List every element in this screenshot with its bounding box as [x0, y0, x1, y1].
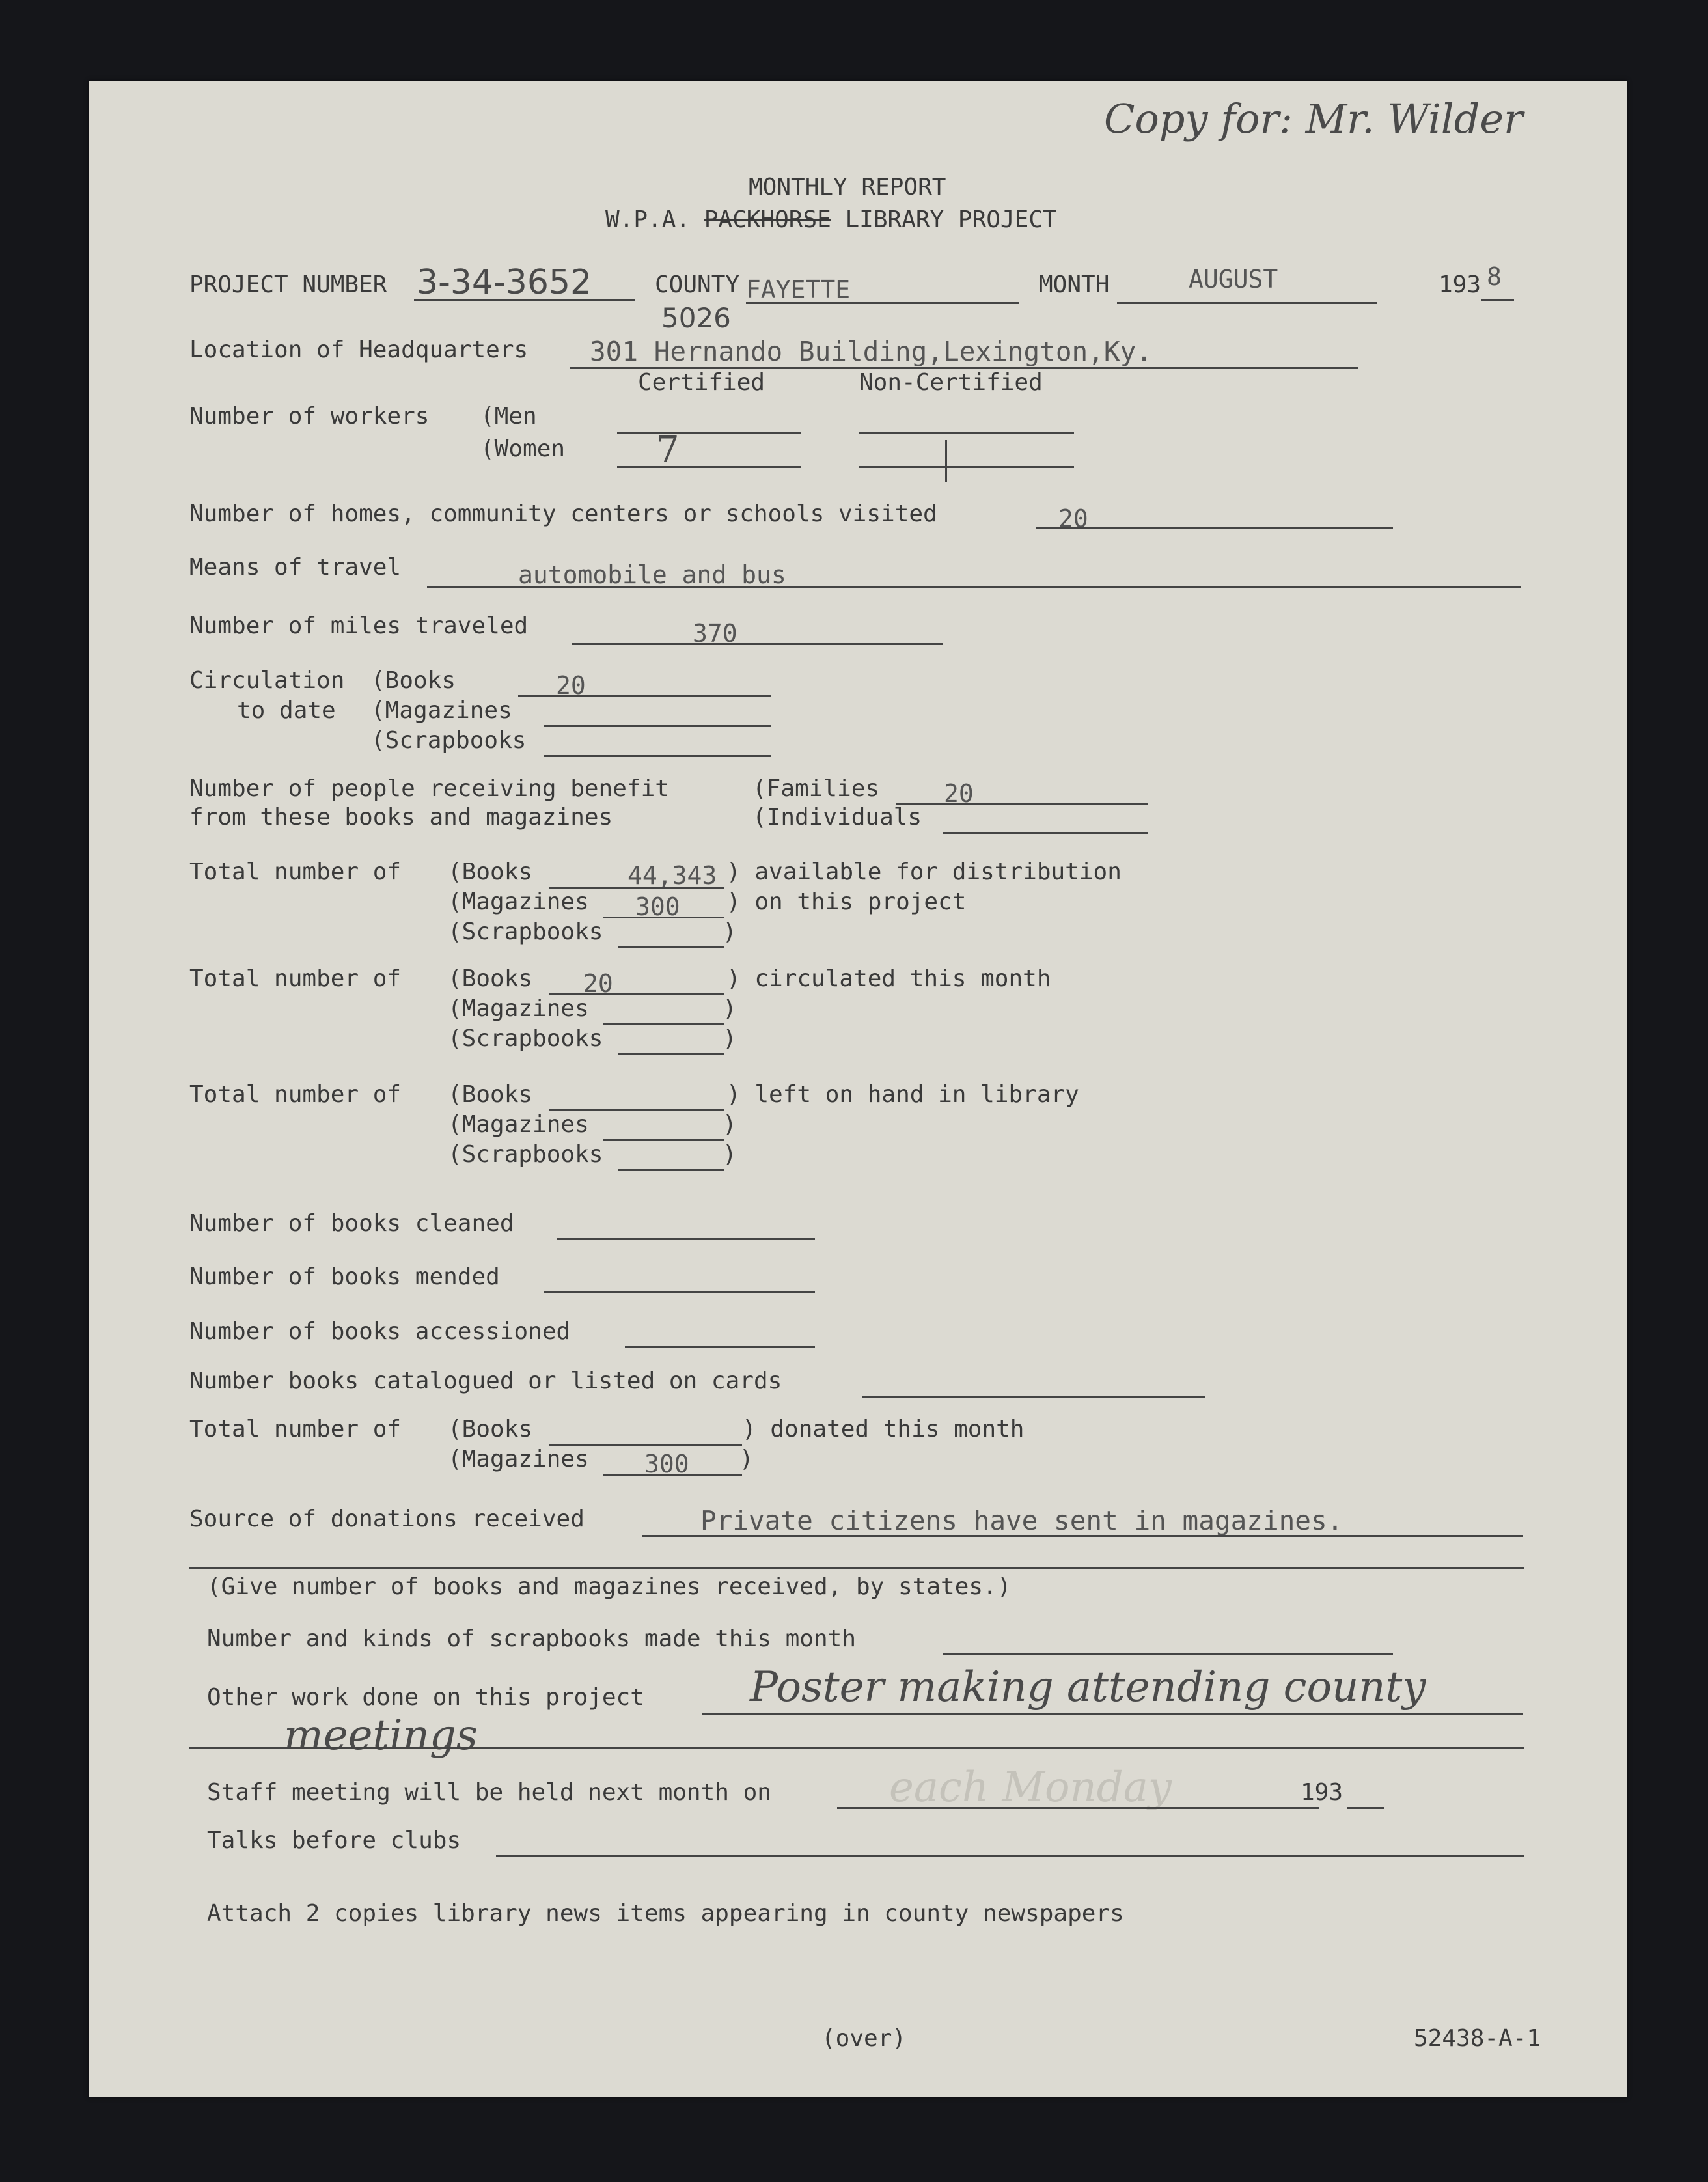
project-number-label: PROJECT NUMBER	[189, 271, 387, 298]
circulated-magazines-line	[603, 1023, 724, 1025]
other-work-label: Other work done on this project	[207, 1684, 644, 1711]
noncertified-header: Non-Certified	[859, 369, 1043, 396]
circulation-books-value: 20	[556, 671, 586, 700]
circulation-scrapbooks-label: (Scrapbooks	[371, 727, 527, 754]
miles-label: Number of miles traveled	[189, 613, 529, 639]
noncertified-tick-mark	[945, 440, 947, 482]
project-number-value: 3-34-3652	[417, 263, 592, 302]
subtitle-struck-word: PACKHORSE	[704, 206, 831, 233]
circulation-magazines-line	[544, 725, 771, 727]
circulation-books-label: (Books	[371, 667, 456, 694]
workers-women-label: (Women	[480, 435, 566, 462]
available-magazines-line	[603, 917, 724, 918]
travel-line	[427, 586, 1521, 588]
women-certified-value: 7	[656, 429, 680, 471]
donations-note: (Give number of books and magazines received, by states.)	[207, 1573, 1012, 1600]
available-scrapbooks-line	[618, 946, 724, 948]
county-label: COUNTY	[655, 271, 740, 298]
month-label: MONTH	[1039, 271, 1110, 298]
circulated-scrapbooks-label: (Scrapbooks	[448, 1025, 603, 1052]
circulation-books-line	[518, 695, 771, 697]
donated-magazines-paren: )	[739, 1446, 754, 1472]
certified-header: Certified	[638, 369, 765, 396]
on-hand-magazines-line	[603, 1139, 724, 1141]
circulated-scrapbooks-paren: )	[723, 1025, 737, 1052]
visits-line	[1036, 527, 1393, 529]
staff-meeting-year: 193	[1301, 1779, 1343, 1806]
books-cleaned-label: Number of books cleaned	[189, 1210, 514, 1237]
miles-line	[572, 643, 943, 645]
form-number: 52438-A-1	[1414, 2025, 1541, 2052]
year-prefix: 193	[1439, 271, 1481, 298]
project-number-sub: 5026	[661, 302, 731, 334]
on-hand-books-label: (Books	[448, 1081, 533, 1108]
available-books-label: (Books	[448, 859, 533, 885]
donated-magazines-label: (Magazines	[448, 1446, 589, 1472]
month-line	[1117, 302, 1377, 304]
donations-source-line-2	[189, 1567, 1524, 1569]
on-hand-suffix: ) left on hand in library	[726, 1081, 1079, 1108]
books-catalogued-label: Number books catalogued or listed on cards	[189, 1368, 782, 1394]
on-hand-scrapbooks-line	[618, 1169, 724, 1171]
men-certified-line	[617, 432, 801, 434]
available-books-value: 44,343	[627, 861, 717, 890]
books-cleaned-line	[557, 1238, 815, 1240]
other-work-value-2: meetings	[284, 1711, 478, 1760]
available-scrapbooks-paren: )	[723, 918, 737, 945]
visits-label: Number of homes, community centers or schools visited	[189, 501, 937, 527]
copy-for-annotation: Copy for: Mr. Wilder	[1104, 95, 1523, 143]
county-value: FAYETTE	[746, 275, 851, 304]
circulation-magazines-label: (Magazines	[371, 697, 512, 724]
men-noncertified-line	[859, 432, 1074, 434]
donations-source-line	[642, 1535, 1523, 1537]
donated-label: Total number of	[189, 1416, 402, 1443]
benefit-label: Number of people receiving benefit	[189, 775, 669, 802]
books-mended-label: Number of books mended	[189, 1264, 500, 1290]
other-work-line-2	[189, 1747, 1524, 1749]
available-suffix-2: ) on this project	[726, 889, 967, 915]
scrapbooks-made-line	[943, 1653, 1393, 1655]
books-catalogued-line	[862, 1396, 1205, 1398]
report-sheet	[89, 81, 1627, 2097]
families-label: (Families	[752, 775, 880, 802]
visits-value: 20	[1058, 504, 1088, 533]
on-hand-magazines-paren: )	[723, 1111, 737, 1138]
on-hand-scrapbooks-paren: )	[723, 1141, 737, 1168]
women-certified-line	[617, 466, 801, 468]
subtitle-suffix: LIBRARY PROJECT	[845, 206, 1057, 233]
donations-source-value: Private citizens have sent in magazines.	[700, 1505, 1343, 1536]
report-subtitle	[605, 208, 1057, 232]
women-noncertified-line	[859, 466, 1074, 468]
donated-magazines-line	[603, 1474, 742, 1476]
attach-note: Attach 2 copies library news items appearing in county newspapers	[207, 1900, 1124, 1927]
year-line	[1481, 299, 1514, 301]
available-magazines-value: 300	[635, 892, 680, 921]
staff-meeting-year-line	[1347, 1807, 1384, 1809]
staff-meeting-line	[837, 1807, 1319, 1809]
on-hand-label: Total number of	[189, 1081, 402, 1108]
circulated-magazines-label: (Magazines	[448, 995, 589, 1022]
books-mended-line	[544, 1291, 815, 1293]
on-hand-scrapbooks-label: (Scrapbooks	[448, 1141, 603, 1168]
subtitle-prefix: W.P.A.	[605, 206, 691, 233]
available-suffix: ) available for distribution	[726, 859, 1122, 885]
on-hand-magazines-label: (Magazines	[448, 1111, 589, 1138]
circulation-label: Circulation	[189, 667, 345, 694]
other-work-line	[702, 1713, 1523, 1715]
benefit-label-2: from these books and magazines	[189, 804, 613, 831]
circulated-magazines-paren: )	[723, 995, 737, 1022]
miles-value: 370	[693, 619, 737, 648]
individuals-label: (Individuals	[752, 804, 922, 831]
individuals-line	[943, 832, 1148, 834]
circulated-suffix: ) circulated this month	[726, 965, 1051, 992]
travel-value: automobile and bus	[518, 560, 786, 589]
donated-magazines-value: 300	[644, 1450, 689, 1478]
donated-suffix: ) donated this month	[742, 1416, 1025, 1443]
workers-label: Number of workers	[189, 403, 430, 430]
available-label: Total number of	[189, 859, 402, 885]
talks-label: Talks before clubs	[207, 1827, 461, 1854]
county-line	[746, 302, 1019, 304]
travel-label: Means of travel	[189, 554, 402, 581]
over-note: (over)	[821, 2025, 907, 2052]
circulated-label: Total number of	[189, 965, 402, 992]
circulation-scrapbooks-line	[544, 755, 771, 757]
families-line	[896, 803, 1148, 805]
other-work-value: Poster making attending county	[750, 1663, 1426, 1711]
scrapbooks-made-label: Number and kinds of scrapbooks made this month	[207, 1625, 856, 1652]
project-number-line	[414, 299, 635, 301]
circulated-books-value: 20	[583, 969, 613, 998]
available-magazines-label: (Magazines	[448, 889, 589, 915]
circulated-scrapbooks-line	[618, 1053, 724, 1055]
report-title: MONTHLY REPORT	[749, 174, 946, 200]
staff-meeting-value: each Monday	[889, 1763, 1172, 1812]
books-accessioned-line	[625, 1346, 815, 1348]
circulation-label-2: to date	[237, 697, 336, 724]
donated-books-label: (Books	[448, 1416, 533, 1443]
location-label: Location of Headquarters	[189, 337, 529, 363]
staff-meeting-label: Staff meeting will be held next month on	[207, 1779, 771, 1806]
donations-source-label: Source of donations received	[189, 1506, 585, 1532]
year-digit: 8	[1487, 262, 1502, 291]
location-value: 301 Hernando Building,Lexington,Ky.	[590, 336, 1152, 367]
workers-men-label: (Men	[480, 403, 537, 430]
books-accessioned-label: Number of books accessioned	[189, 1318, 571, 1345]
available-scrapbooks-label: (Scrapbooks	[448, 918, 603, 945]
families-value: 20	[944, 779, 974, 808]
month-value: AUGUST	[1189, 265, 1278, 294]
circulated-books-label: (Books	[448, 965, 533, 992]
talks-line	[496, 1855, 1524, 1857]
